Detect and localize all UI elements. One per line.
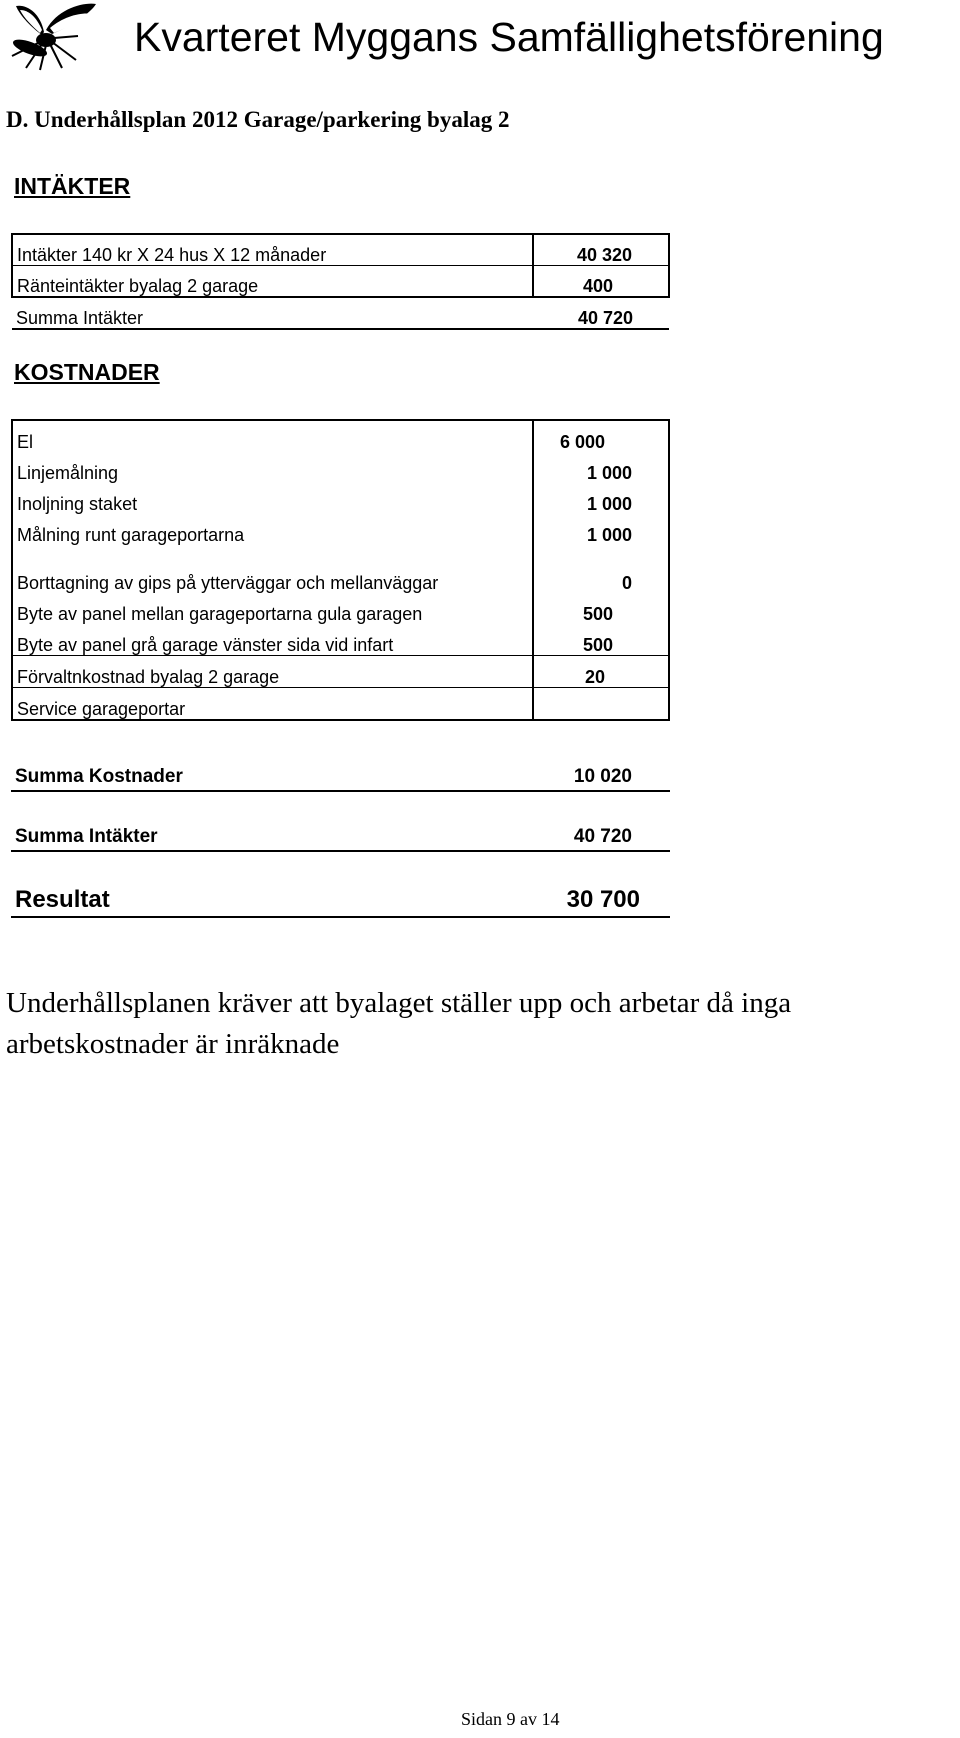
row-value: 1 000 xyxy=(533,483,669,514)
row-value: 40 720 xyxy=(533,297,669,329)
row-label: Inoljning staket xyxy=(17,494,138,514)
row-label: Borttagning av gips på ytterväggar och mellanväggar xyxy=(17,573,439,593)
table-row xyxy=(12,483,669,514)
table-row xyxy=(12,656,669,688)
table-row xyxy=(12,514,669,545)
table-row xyxy=(12,234,669,266)
row-label: Byte av panel mellan garageportarna gula garagen xyxy=(17,604,423,624)
row-value: 20 xyxy=(533,656,669,688)
costs-section-title: KOSTNADER xyxy=(14,359,160,385)
table-row xyxy=(12,297,669,329)
result-value: 30 700 xyxy=(566,886,640,913)
row-label: Förvaltnkostnad byalag 2 garage xyxy=(12,656,533,688)
table-row xyxy=(12,688,669,721)
row-label: Service garageportar xyxy=(12,688,533,721)
row-label: Ränteintäkter byalag 2 garage xyxy=(12,266,533,298)
document-heading: D. Underhållsplan 2012 Garage/parkering byalag 2 xyxy=(6,107,510,132)
row-value: 40 320 xyxy=(533,234,669,266)
mosquito-icon xyxy=(6,2,98,72)
row-value xyxy=(533,688,669,721)
costs-table xyxy=(11,419,670,721)
row-label: Summa Intäkter xyxy=(12,297,533,329)
income-table xyxy=(11,233,670,330)
row-label: Målning runt garageportarna xyxy=(17,525,245,545)
row-label: El xyxy=(17,432,34,452)
row-label: Byte av panel grå garage vänster sida vid infart xyxy=(17,635,394,655)
association-title: Kvarteret Myggans Samfällighetsförening xyxy=(134,14,884,60)
result-row xyxy=(11,880,670,918)
result-label: Resultat xyxy=(15,886,110,913)
table-row xyxy=(12,452,669,483)
summary-costs-row xyxy=(11,762,670,792)
row-value: 500 xyxy=(533,624,669,656)
page-number: Sidan 9 av 14 xyxy=(461,1709,560,1729)
row-value: 1 000 xyxy=(533,452,669,483)
summary-income-row xyxy=(11,822,670,852)
table-row xyxy=(12,266,669,298)
summary-income-value: 40 720 xyxy=(573,826,632,847)
row-value: 0 xyxy=(533,545,669,593)
row-value: 500 xyxy=(533,593,669,624)
table-row xyxy=(12,624,669,656)
income-section-title: INTÄKTER xyxy=(14,173,131,199)
table-row xyxy=(12,593,669,624)
maintenance-note: Underhållsplanen kräver att byalaget ställer upp och arbetar då inga arbetskostnader är inräknade xyxy=(6,987,792,1060)
row-value: 1 000 xyxy=(533,514,669,545)
row-value: 6 000 xyxy=(533,420,669,452)
row-label: Linjemålning xyxy=(17,463,119,483)
row-value: 400 xyxy=(533,266,669,298)
summary-costs-label: Summa Kostnader xyxy=(15,766,183,787)
table-row xyxy=(12,545,669,593)
summary-costs-value: 10 020 xyxy=(573,766,632,787)
row-label: Intäkter 140 kr X 24 hus X 12 månader xyxy=(12,234,533,266)
table-row xyxy=(12,420,669,452)
summary-income-label: Summa Intäkter xyxy=(15,826,158,847)
